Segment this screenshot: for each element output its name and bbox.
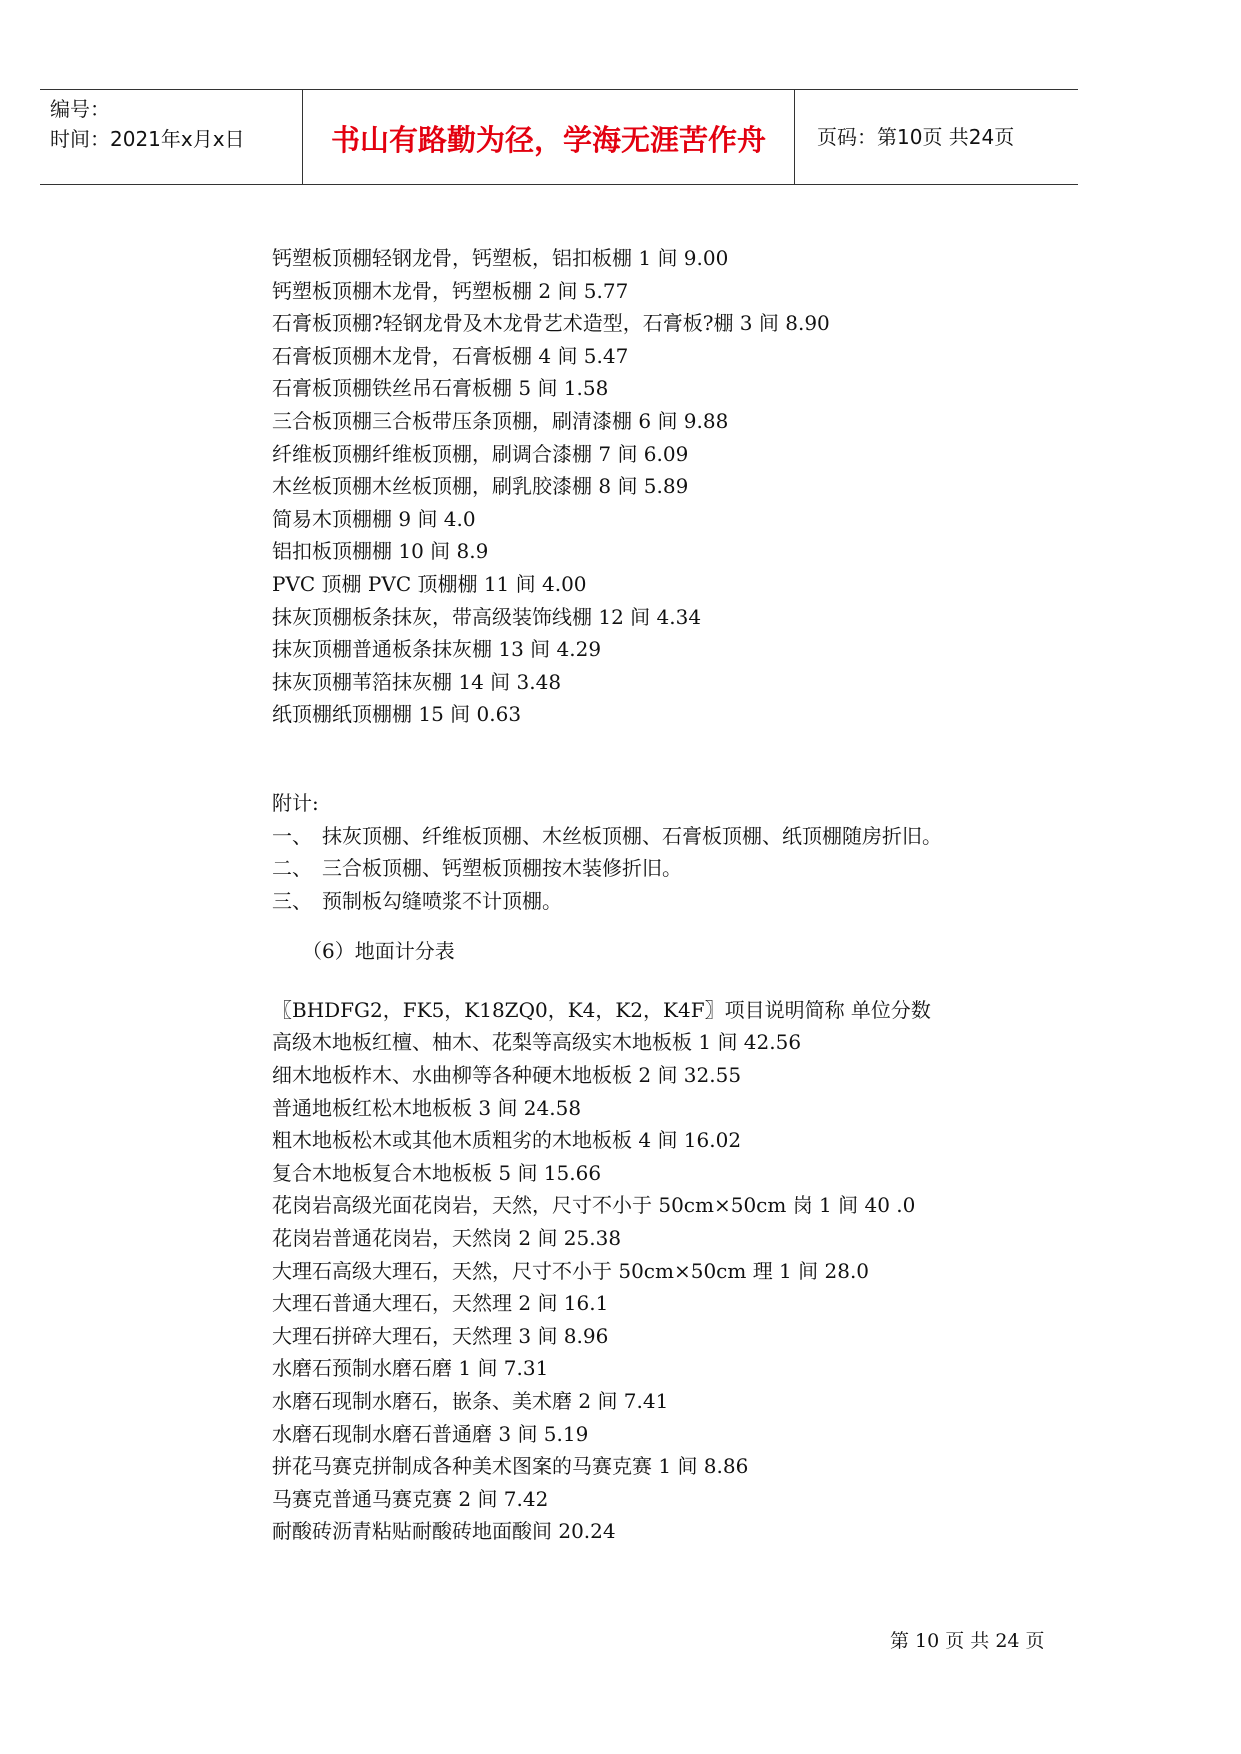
page-footer: 第 10 页 共 24 页 (890, 1630, 1045, 1652)
list-item: 大理石拼碎大理石，天然理 3 间 8.96 (272, 1323, 609, 1348)
list-item: 水磨石现制水磨石普通磨 3 间 5.19 (272, 1421, 589, 1446)
list-item: 石膏板顶棚木龙骨，石膏板棚 4 间 5.47 (272, 343, 629, 368)
list-item: 拼花马赛克拼制成各种美术图案的马赛克赛 1 间 8.86 (272, 1454, 749, 1479)
page-header (40, 89, 1078, 185)
notes-list (272, 820, 1092, 918)
list-item: 复合木地板复合木地板板 5 间 15.66 (272, 1160, 602, 1185)
serial-number-label: 编号： (50, 97, 110, 121)
list-item: 石膏板顶棚铁丝吊石膏板棚 5 间 1.58 (272, 376, 609, 401)
list-item: 抹灰顶棚普通板条抹灰棚 13 间 4.29 (272, 637, 602, 662)
note-number: 三、 (272, 888, 312, 913)
list-item: 抹灰顶棚苇箔抹灰棚 14 间 3.48 (272, 669, 562, 694)
floor-section-title: （6）地面计分表 (302, 939, 455, 964)
list-item: 抹灰顶棚板条抹灰，带高级装饰线棚 12 间 4.34 (272, 604, 702, 629)
list-item: 粗木地板松木或其他木质粗劣的木地板板 4 间 16.02 (272, 1128, 742, 1153)
list-item: 三合板顶棚三合板带压条顶棚，刷清漆棚 6 间 9.88 (272, 408, 729, 433)
note-item (272, 885, 1092, 918)
motto-text: 书山有路勤为径，学海无涯苦作舟 (330, 123, 766, 157)
list-item: 钙塑板顶棚木龙骨，钙塑板棚 2 间 5.77 (272, 278, 629, 303)
list-item: PVC 顶棚 PVC 顶棚棚 11 间 4.00 (272, 571, 587, 596)
list-item: 水磨石预制水磨石磨 1 间 7.31 (272, 1356, 549, 1381)
note-text: 抹灰顶棚、纤维板顶棚、木丝板顶棚、石膏板顶棚、纸顶棚随房折旧。 (322, 823, 942, 848)
floor-table-header: 〖BHDFG2，FK5，K18ZQ0，K4，K2，K4F〗项目说明简称 单位分数 (272, 997, 931, 1022)
header-page-cell (795, 90, 1078, 184)
notes-title: 附计: (272, 790, 319, 815)
time-label: 时间：2021年x月x日 (50, 127, 245, 151)
list-item: 纸顶棚纸顶棚棚 15 间 0.63 (272, 702, 522, 727)
header-motto-cell (303, 90, 795, 184)
note-number: 一、 (272, 823, 312, 848)
list-item: 石膏板顶棚?轻钢龙骨及木龙骨艺术造型，石膏板?棚 3 间 8.90 (272, 311, 830, 336)
note-text: 预制板勾缝喷浆不计顶棚。 (322, 888, 562, 913)
list-item: 钙塑板顶棚轻钢龙骨，钙塑板，铝扣板棚 1 间 9.00 (272, 246, 729, 270)
list-item: 细木地板柞木、水曲柳等各种硬木地板板 2 间 32.55 (272, 1063, 742, 1088)
list-item: 水磨石现制水磨石，嵌条、美术磨 2 间 7.41 (272, 1389, 669, 1413)
list-item: 马赛克普通马赛克赛 2 间 7.42 (272, 1486, 549, 1511)
list-item: 木丝板顶棚木丝板顶棚，刷乳胶漆棚 8 间 5.89 (272, 474, 689, 499)
list-item: 花岗岩普通花岗岩，天然岗 2 间 25.38 (272, 1226, 622, 1251)
list-item: 简易木顶棚棚 9 间 4.0 (272, 506, 476, 531)
list-item: 花岗岩高级光面花岗岩，天然，尺寸不小于 50cm×50cm 岗 1 间 40 .0 (272, 1193, 916, 1218)
floor-items-list (272, 1026, 1092, 1548)
list-item: 铝扣板顶棚棚 10 间 8.9 (272, 539, 489, 564)
list-item: 大理石高级大理石，天然，尺寸不小于 50cm×50cm 理 1 间 28.0 (272, 1258, 870, 1283)
note-item (272, 852, 1092, 885)
header-meta (40, 90, 303, 184)
header-page-info: 页码：第10页 共24页 (817, 125, 1015, 149)
note-item (272, 820, 1092, 853)
document-body (272, 242, 1092, 1548)
list-item: 耐酸砖沥青粘贴耐酸砖地面酸间 20.24 (272, 1519, 616, 1544)
list-item: 普通地板红松木地板板 3 间 24.58 (272, 1095, 582, 1120)
ceiling-items-list (272, 242, 1092, 731)
list-item: 大理石普通大理石，天然理 2 间 16.1 (272, 1291, 609, 1316)
list-item: 纤维板顶棚纤维板顶棚，刷调合漆棚 7 间 6.09 (272, 441, 689, 466)
note-text: 三合板顶棚、钙塑板顶棚按木装修折旧。 (322, 856, 682, 881)
list-item: 高级木地板红檀、柚木、花梨等高级实木地板板 1 间 42.56 (272, 1030, 802, 1055)
note-number: 二、 (272, 856, 312, 881)
